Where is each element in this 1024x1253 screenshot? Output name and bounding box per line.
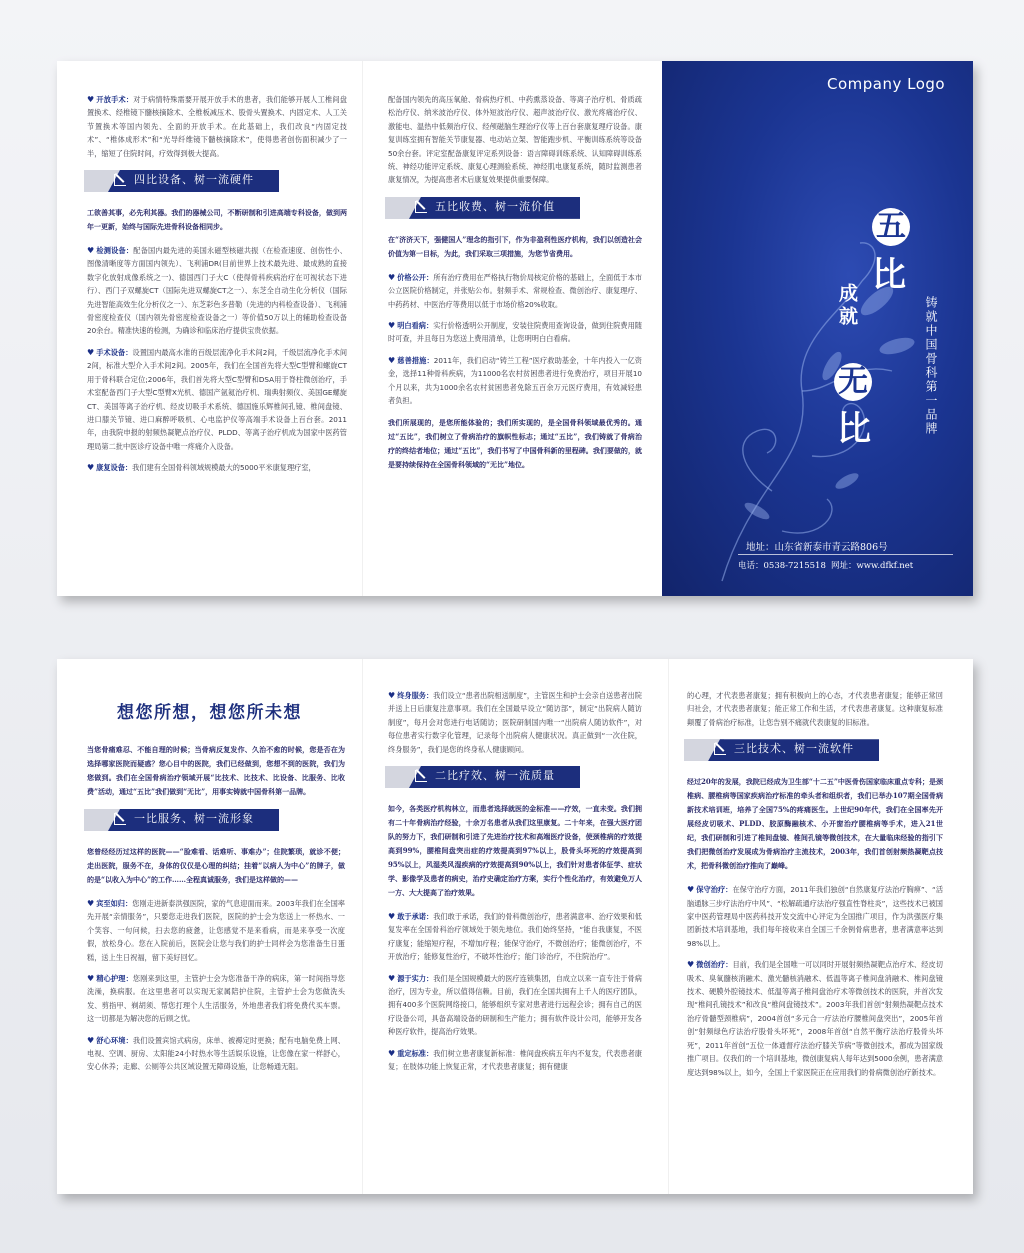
para-tag: 终身服务： xyxy=(397,691,434,700)
para-text: 我们敢于承诺，我们的骨科微创治疗，患者满意率、治疗效果和低复发率在全国骨科治疗领域处于领先地位。我们始终坚持，“能自我康复，不医疗康复；能缩短疗程，不增加疗程；能保守治疗，不微创治疗；能微创治疗，不开放治疗；能修复性治疗，不破坏性治疗；能门诊治疗，不住院治疗”。 xyxy=(388,912,642,962)
para-tag: 宾至如归： xyxy=(96,899,133,908)
para-text: 我们是全国规模最大的医疗连锁集团，自成立以来一直专注于骨病治疗，因为专业，所以值得信赖。目前，我们在全国共拥有上千人的医疗团队，拥有400多个医院网络接口，能够组织专家对患者进行远程会诊；拥有自己的医疗设备公司，具备高端设备的研制和生产能力；拥有软件设计公司，能够开发各种医疗软件，提高治疗效果。 xyxy=(388,973,642,1037)
sheet2-column-2 xyxy=(388,689,642,1082)
para-text: 我们建有全国骨科领域规模最大的5000平米康复理疗室， xyxy=(132,463,316,473)
para-text: 实行价格透明公开制度，安装住院费用查询设备，做到住院费用随时可查，并且每日为您送上费用清单，让您明明白白看病。 xyxy=(388,321,642,344)
heart-icon: ♥ xyxy=(388,912,396,922)
banner-title: 二比疗效、树一流质量 xyxy=(435,769,555,783)
heart-icon: ♥ xyxy=(388,1048,396,1058)
para-text: 目前，我们是全国唯一可以同时开展射频热凝靶点治疗术、经皮切吸术、臭氧髓核消融术、激光髓核消融术、低温等离子椎间盘消融术、椎间盘镜技术、硬膜外腔镜技术、低温等离子椎间盘治疗术等微创技术的医院，并首次发现“椎间孔镜技术”和改良“椎间盘镜技术”。2003年我们首创“射频热凝靶点技术治疗骨髓型颈椎病”，2004首创“多元合一疗法治疗腰椎间盘突出”，2005年首创“射频绿色疗法治疗股骨头坏死”，2008年首创“自然平衡疗法治疗股骨头坏死”，2011年首创“五位一体通督疗法治疗膝关节病”等微创技术，都成为国家级推广项目。仅我们的一个培训基地，微创康复病人每年达到5000余例，患者满意度达到98%以上，如今，全国上千家医院正在应用我们的骨病微创治疗新技术。 xyxy=(687,960,943,1077)
para-tag: 重定标准： xyxy=(397,1048,434,1058)
company-logo: Company Logo xyxy=(827,75,946,93)
intro-quote: 经过20年的发展，我院已经成为卫生部“十二五”中医骨伤国家临床重点专科；是颈椎病、腰椎病等国家疾病治疗标准的牵头者和组织者，我们已举办107期全国骨病新技术培训班，培养了全国75%的疼痛医生。上世纪90年代，我们在全国率先开展经皮切吸术、PLDD、胶原酶融核术、小开窗治疗腰椎病等手术，进入21世纪，我们研制和引进了椎间盘镜、椎间孔镜等微创技术，在大量临床经验的指引下我们把微创治疗发展成为骨病治疗主流技术，2003年，我们首创射频热凝靶点技术，把骨科微创治疗推向了巅峰。 xyxy=(687,777,943,871)
section-banner xyxy=(84,809,279,831)
heart-icon: ♥ xyxy=(388,272,396,282)
banner-title: 一比服务、树一流形象 xyxy=(134,812,254,825)
cover-char-wu2: 无 xyxy=(834,363,872,401)
intro-quote: 在“济济天下，强健国人”理念的指引下，作为非盈利性医疗机构，我们以创造社会价值为第一目标，为此，我们采取三项措施，为您节省费用。 xyxy=(388,234,642,258)
banner-title: 四比设备、树一流硬件 xyxy=(134,173,254,187)
heart-icon: ♥ xyxy=(87,347,95,357)
cover-tel: 电话：0538-7215518 xyxy=(738,561,826,571)
para-text: 我们树立患者康复新标准：椎间盘疾病五年内不复发，代表患者康复；在肢体功能上恢复正常，才代表患者康复；拥有健康 xyxy=(388,1048,642,1072)
arrow-icon xyxy=(714,743,726,755)
cover-char-bi2: 比 xyxy=(837,409,871,449)
para-text: 您刚来到这里，主管护士会为您准备干净的病床，第一时间指导您洗澡，换病服。在这里患者可以实现无家属陪护住院，主管护士会为您做洗头发、剪指甲、剃胡须、帮您打理个人生活服务，外地患者我们将免费代买车票。这一切都是为解决您的后顾之忧。 xyxy=(87,974,345,1024)
heart-icon: ♥ xyxy=(87,95,95,104)
para-tag: 精心护理： xyxy=(96,974,133,984)
para-tag: 价格公开： xyxy=(397,272,434,282)
sheet2-column-1 xyxy=(87,689,345,1082)
para-text: 设置国内最高水准的百级层流净化手术间2间，千级层流净化手术间2间，标准大型介入手术间2间。2005年，我们在全国首先将大型C型臂和螺旋CT用于骨科联合定位;2006年，我们首先将大型C型臂和DSA用于脊柱微创治疗，手术室配备西门子大型C型臂X光机、德国产氩氦治疗机、瑞典射频仪、美国GE螺旋CT、美国等离子治疗机、经皮切吸手术系统、德国施乐辉椎间孔镜、椎间盘镜、进口膝关节镜、进口麻醉呼吸机、心电监护仪等高端手术设备上百台套。2011年，由我院申报的射频热凝靶点治疗仪、PLDD、等离子治疗机成为国家中医药管理局第二批中医诊疗设备中唯一疼痛介入设备。 xyxy=(87,347,348,451)
para-tag: 敢于承诺： xyxy=(397,912,434,922)
heart-icon: ♥ xyxy=(87,1035,95,1045)
para-text: 您刚走进新泰洪强医院，家的气息迎面而来。2003年我们在全国率先开展“亲情服务”，只要您走进我们医院，医院的护士会为您送上一杯热水、一个笑容、一句问候，扫去您的疲惫，让您感觉不是来看病，而是来享受一次度假，放松身心。您在入院前后，医院会让您与我们的护士同样会为您准备生日蛋糕，送上生日祝福，留下美好回忆。 xyxy=(87,899,345,962)
para-text: 的心理，才代表患者康复；拥有积极向上的心态，才代表患者康复；能够正常回归社会，才代表患者康复；能正常工作和生活，才代表患者康复。这种康复标准颠覆了骨病治疗标准，让您告别不痛就代表康复的旧标准。 xyxy=(687,691,943,727)
heart-icon: ♥ xyxy=(687,885,695,895)
para-text: 所有治疗费用在严格执行物价局核定价格的基础上，全面低于本市公立医院价格制定，并张贴公布。射频手术、常规检查、微创治疗、康复理疗、中药药材、中医治疗等费用以低于市场价格20%收取。 xyxy=(388,272,642,309)
para-text: 配备国内最先进的美国永磁型核磁共振（在检查速度、创伤性小、图像清晰度等方面国内领先）、飞利浦DR(目前世界上技术最先进、最成熟的直接数字化放射成像系统之一)、德国西门子大C（使得骨科疾病治疗在可视状态下进行）、西门子双螺旋CT（国际先进双螺旋CT之一）、东芝全自动生化分析仪（国际先进智能高效生化分析仪之一）、东芝彩色多普勒（先进的内科检查设备）、飞利浦骨密度检查仪（国内领先骨密度检查设备之一）等价值50万以上的辅助检查设备20余台。精准快速的检测，为确诊和临床治疗提供宝贵依据。 xyxy=(87,246,347,336)
para-text: 我们设立“患者出院相送制度”，主管医生和护士会亲自送患者出院并送上日后康复注意事项。我们在全国最早设立“随访部”，制定“出院病人随访制度”，每月会对您进行电话随访；医院研制国内唯一“出院病人随访软件”，对每位患者实行数字化管理，记录每个出院病人健康状况。真正做到“一次住院，终身服务”，我们是您的终身私人健康顾问。 xyxy=(388,691,642,754)
para-text: 2011年，我们启动“铸兰工程”医疗救助基金，十年内投入一亿资金，选择11种骨科疾病，为11000名农村贫困患者进行免费治疗，项目开展10个月以来，共为1000余名农村贫困患者免除五百余万元医疗费用，有效减轻患者负担。 xyxy=(388,355,642,406)
fold-line xyxy=(668,659,669,1194)
para-text: 配备国内领先的高压氧舱、骨病热疗机、中药熏蒸设备、等离子治疗机、骨质疏松治疗仪、纳米波治疗仪、体外短波治疗仪、超声波治疗仪、激光疼痛治疗仪、激能电、温热中低频治疗仪、经颅磁脑生理治疗仪等上百台套康复理疗设备。康复训练室拥有智能关节康复器、电动站立架、智能跑步机、平衡训练系统等设备50余台套。评定室配备康复评定系列设备：语言障碍训练系统、认知障碍训练系统、神经功能评定系统、康复心理测验系统、神经肌电康复系统，随时监测患者康复情况，为提高患者术后康复效果提供重要保障。 xyxy=(388,95,642,185)
page-title: 想您所想，想您所未想 xyxy=(117,703,302,723)
para-tag: 开放手术： xyxy=(96,95,134,104)
cover-address: 地址：山东省新泰市青云路806号 xyxy=(746,542,888,553)
intro-quote: 您曾经经历过这样的医院——“脸难看、话难听、事难办”；住院繁琐，就诊不便；走出医院，服务不在，身体的仅仅是心理的纠结；挂着“以病人为中心”的牌子，做的是“以收入为中心”的工作……全程真诚服务，我们是这样做的—— xyxy=(87,847,345,884)
sheet1-column-2 xyxy=(388,93,642,482)
brochure-inner-sheet xyxy=(57,659,973,1194)
section-banner xyxy=(385,766,580,788)
intro-quote: 当您骨痛难忍、不能自理的时候；当骨病反复发作、久治不愈的时候，您是否在为选择哪家医院而疑惑？您心目中的医院，我们已经做到，您想不到的医院，我们为您做到。我们在全国骨病治疗领域开展“比技术、比技术、比设备、比服务、比收费”活动，通过“五比”我们做到“无比”，用事实铸就中国骨科第一品牌。 xyxy=(87,745,345,796)
para-text: 我们设置宾馆式病房，床单、被褥定时更换；配有电脑免费上网、电视、空调、厨房、太阳能24小时热水等生活娱乐设施，让您像在家一样舒心，安心休养；走廊、公厕等公共区域设置无障碍设施，让您畅通无阻。 xyxy=(87,1035,345,1072)
cover-panel xyxy=(662,61,973,596)
para-text: 在保守治疗方面，2011年我们独创“自然康复疗法治疗胸痹”、“活脑通脉三步疗法治疗中风”、“松解疏通疗法治疗强直性脊柱炎”，这些技术已被国家中医药管理局中医药科技开发交流中心评定为全国推广项目，作为洪强医疗集团新技术培训基地，我们每年接收来自全国三千余例骨病患者，患者满意率达到98%以上。 xyxy=(687,885,944,948)
heart-icon: ♥ xyxy=(388,973,396,983)
para-tag: 手术设备： xyxy=(96,347,133,357)
arrow-icon xyxy=(114,174,126,186)
heart-icon: ♥ xyxy=(87,463,95,473)
heart-icon: ♥ xyxy=(388,691,396,700)
intro-quote: 如今，各类医疗机构林立，而患者选择就医的金标准——疗效，一直未变。我们拥有二十年骨病治疗经验，十余万名患者从我们这里康复。二十年来，在强大医疗团队的努力下，我们研制和引进了先进治疗技术和高端医疗设备，使颈椎病的疗效提高到99%，腰椎间盘突出症的疗效提高到97%以上，股骨头坏死的疗效提高到95%以上，风湿类风湿疾病的疗效提高到90%以上，我们针对患者体征学、症状学、影像学及患者的病史，治疗史确定治疗方案，实行个性化治疗，有效避免万人一方、大大提高了治疗效果。 xyxy=(388,804,642,898)
para-tag: 检测设备： xyxy=(96,246,134,256)
heart-icon: ♥ xyxy=(87,246,95,256)
para-tag: 舒心环境： xyxy=(96,1035,133,1045)
banner-title: 三比技术、树一流软件 xyxy=(734,742,854,756)
banner-title: 五比收费、树一流价值 xyxy=(435,199,555,213)
sheet1-column-1 xyxy=(87,93,347,483)
sheet2-column-3 xyxy=(687,689,943,1087)
heart-icon: ♥ xyxy=(87,974,95,984)
para-tag: 康复设备： xyxy=(96,463,133,473)
divider xyxy=(738,554,953,555)
cover-char-chengjiu: 成就 xyxy=(836,283,858,329)
heart-icon: ♥ xyxy=(388,355,396,365)
cover-website: 网址：www.dfkf.net xyxy=(831,561,914,571)
arrow-icon xyxy=(415,201,427,213)
intro-quote: 工欲善其事，必先利其器。我们的器械公司，不断研制和引进高端专科设备，做到两年一更新，始终与国际先进骨科设备相同步。 xyxy=(87,208,347,232)
section-banner xyxy=(385,197,580,219)
cover-char-bi: 比 xyxy=(872,255,906,295)
fold-line xyxy=(362,659,363,1194)
para-text: 对于病情特殊需要开展开放手术的患者，我们能够开展人工椎间盘置换术、经椎镜下髓核摘除术、全椎板减压术、股骨头置换术、内固定术、人工关节置换术等国内领先、全面的开放手术。在此基础上，我们改良“内固定技术”、“椎体成形术”和“光导纤维镜下髓核摘除术”，使得患者创伤面积减少了一半，缩短了住院时间，疗效得到极大提高。 xyxy=(87,95,347,158)
brochure-outer-sheet xyxy=(57,61,973,596)
para-tag: 慈善措施： xyxy=(397,355,434,365)
cover-char-wu: 五 xyxy=(872,208,910,246)
heart-icon: ♥ xyxy=(388,321,396,331)
para-tag: 微创治疗： xyxy=(696,960,733,970)
arrow-icon xyxy=(415,770,427,782)
arrow-icon xyxy=(114,813,126,825)
section-banner xyxy=(84,170,279,192)
cover-slogan: 铸就中国骨科第一品牌 xyxy=(924,296,938,436)
heart-icon: ♥ xyxy=(87,899,95,908)
section-banner xyxy=(684,739,879,761)
heart-icon: ♥ xyxy=(687,960,695,970)
para-tag: 源于实力： xyxy=(397,973,434,983)
para-tag: 明白看病： xyxy=(397,321,434,331)
para-tag: 保守治疗： xyxy=(696,885,733,895)
closing-quote: 我们所展现的，是您所能体验的；我们所实现的，是全国骨科领域最优秀的。通过“五比”，我们树立了骨病治疗的旗帜性标志；通过“五比”，我们铸就了骨病治疗的终结者地位；通过“五比”，我们书写了中国骨科新的里程碑。我们要做的，就是要持续保持在全国骨科领域的“无比”地位。 xyxy=(388,417,642,469)
fold-line xyxy=(362,61,363,596)
